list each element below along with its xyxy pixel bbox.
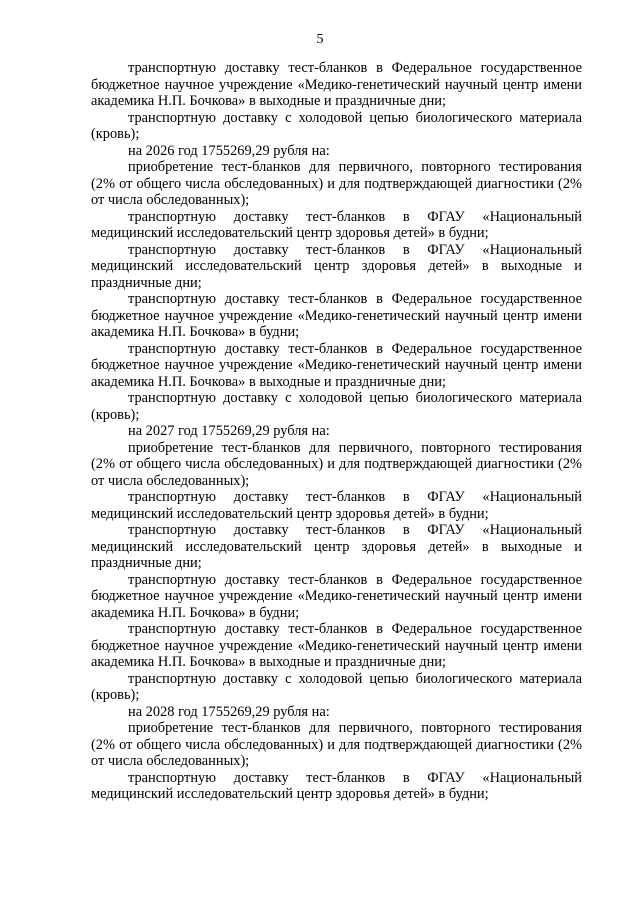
- paragraph: транспортную доставку тест-бланков в ФГАУ «Национальный медицинский исследовательский центр здоровья детей» в будни;: [91, 208, 582, 241]
- paragraph: на 2028 год 1755269,29 рубля на:: [128, 703, 330, 720]
- paragraph: на 2026 год 1755269,29 рубля на:: [128, 142, 330, 159]
- paragraph: транспортную доставку с холодовой цепью биологического материала (кровь);: [91, 670, 582, 703]
- paragraph: приобретение тест-бланков для первичного, повторного тестирования (2% от общего числа обследованных) и для подтверждающей диагностики (2% от числа обследованных);: [91, 439, 582, 489]
- paragraph: транспортную доставку тест-бланков в Федеральное государственное бюджетное научное учреждение «Медико-генетический научный центр имени академика Н.П. Бочкова» в выходные и праздничные дни;: [91, 621, 582, 670]
- paragraph: транспортную доставку тест-бланков в ФГАУ «Национальный медицинский исследовательский центр здоровья детей» в выходные и праздничные дни;: [91, 522, 582, 571]
- paragraph: транспортную доставку с холодовой цепью биологического материала (кровь);: [91, 109, 582, 142]
- paragraph: транспортную доставку с холодовой цепью биологического материала (кровь);: [91, 390, 582, 423]
- paragraph: транспортную доставку тест-бланков в ФГАУ «Национальный медицинский исследовательский центр здоровья детей» в будни;: [91, 489, 582, 522]
- body-text: [91, 60, 582, 803]
- paragraph: транспортную доставку тест-бланков в Федеральное государственное бюджетное научное учреждение «Медико-генетический научный центр имени академика Н.П. Бочкова» в выходные и праздничные дни;: [91, 60, 582, 109]
- paragraph: приобретение тест-бланков для первичного, повторного тестирования (2% от общего числа обследованных) и для подтверждающей диагностики (2% от числа обследованных);: [91, 720, 582, 769]
- paragraph: транспортную доставку тест-бланков в Федеральное государственное бюджетное научное учреждение «Медико-генетический научный центр имени академика Н.П. Бочкова» в будни;: [91, 291, 582, 340]
- paragraph: транспортную доставку тест-бланков в ФГАУ «Национальный медицинский исследовательский центр здоровья детей» в выходные и праздничные дни;: [91, 241, 582, 291]
- page-number: 5: [316, 32, 324, 47]
- paragraph: на 2027 год 1755269,29 рубля на:: [128, 423, 330, 439]
- paragraph: транспортную доставку тест-бланков в Федеральное государственное бюджетное научное учреждение «Медико-генетический научный центр имени академика Н.П. Бочкова» в будни;: [91, 571, 582, 621]
- paragraph: транспортную доставку тест-бланков в Федеральное государственное бюджетное научное учреждение «Медико-генетический научный центр имени академика Н.П. Бочкова» в выходные и праздничные дни;: [91, 340, 582, 390]
- paragraph: транспортную доставку тест-бланков в ФГАУ «Национальный медицинский исследовательский центр здоровья детей» в будни;: [91, 769, 582, 802]
- paragraph: приобретение тест-бланков для первичного, повторного тестирования (2% от общего числа обследованных) и для подтверждающей диагностики (2% от числа обследованных);: [91, 159, 582, 208]
